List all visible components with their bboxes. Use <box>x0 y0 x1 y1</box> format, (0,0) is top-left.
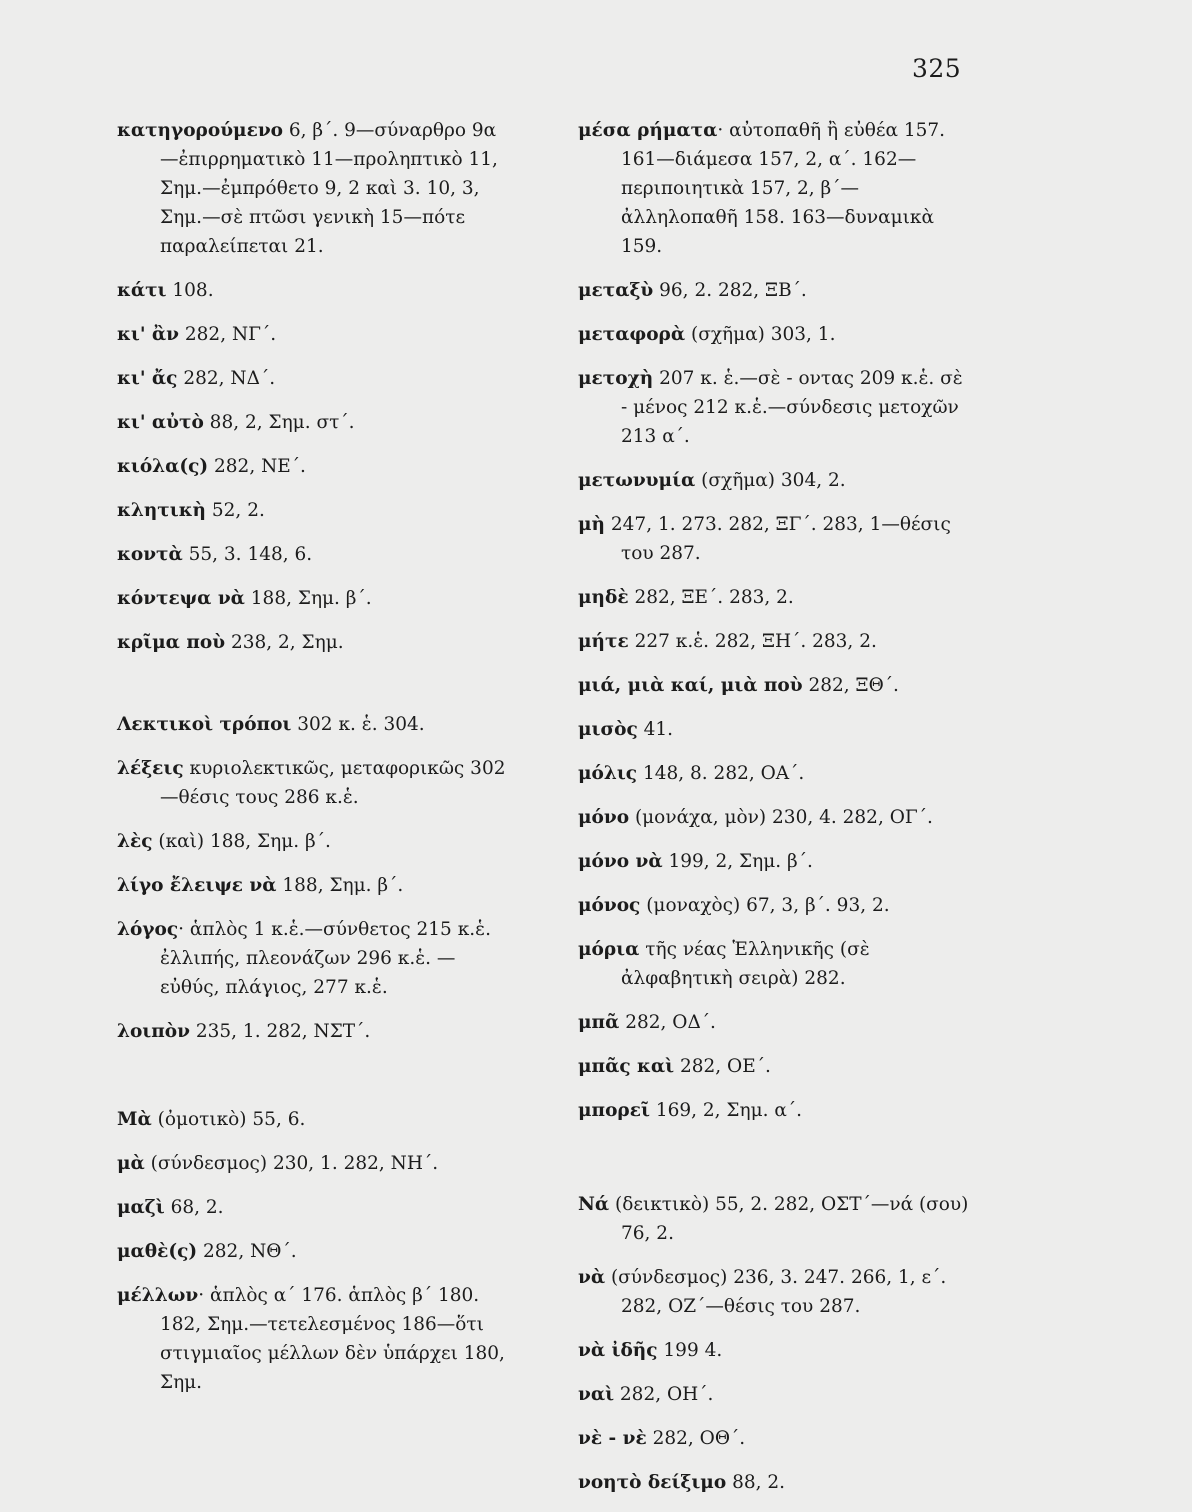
entry-headword: κι' ἂν <box>117 324 179 345</box>
index-entry <box>117 1017 513 1046</box>
index-entry <box>578 1052 974 1081</box>
entry-references: κυριολεκτικῶς, μεταφορικῶς 302—θέσις τους 286 κ.ἑ. <box>160 758 506 808</box>
entry-references: 188, Σημ. β΄. <box>244 588 372 609</box>
index-entry <box>117 1281 513 1397</box>
entry-headword: νὰ ἰδῆς <box>578 1340 658 1361</box>
index-entry <box>578 671 974 700</box>
entry-references: (καὶ) 188, Σημ. β΄. <box>152 831 331 852</box>
entry-references: (σύνδεσμος) 236, 3. 247. 266, 1, ε΄. 282, ΟΖ΄—θέσις του 287. <box>605 1267 947 1317</box>
index-entry <box>578 1263 974 1321</box>
entry-headword: μήτε <box>578 631 629 652</box>
page-number: 325 <box>912 54 962 83</box>
section-gap <box>117 1061 513 1105</box>
index-entry <box>578 1008 974 1037</box>
index-entry <box>578 1380 974 1409</box>
entry-headword: μπᾶ <box>578 1012 620 1033</box>
entry-headword: λόγος <box>117 919 179 940</box>
index-entry <box>578 276 974 305</box>
index-entry <box>117 408 513 437</box>
entry-references: 282, ΟΘ΄. <box>646 1428 746 1449</box>
entry-headword: μόνο νὰ <box>578 851 663 872</box>
entry-references: (σύνδεσμος) 230, 1. 282, ΝΗ΄. <box>144 1153 439 1174</box>
index-entry <box>578 891 974 920</box>
index-entry <box>578 320 974 349</box>
index-entry <box>117 584 513 613</box>
entry-references: 282, ΞΘ΄. <box>802 675 899 696</box>
index-entry <box>578 1190 974 1248</box>
index-entry <box>117 276 513 305</box>
entry-references: · ἁπλὸς α΄ 176. ἁπλὸς β΄ 180. 182, Σημ.—τετελεσμένος 186—ὅτι στιγμιαῖος μέλλων δὲν ὑπάρχει 180, Σημ. <box>160 1285 505 1393</box>
index-entry <box>578 1424 974 1453</box>
entry-headword: λίγο ἔλειψε νὰ <box>117 875 277 896</box>
index-entry <box>578 715 974 744</box>
entry-headword: μαθὲ(ς) <box>117 1241 198 1262</box>
index-entry <box>578 364 974 451</box>
entry-headword: κρῖμα ποὺ <box>117 632 226 653</box>
entry-headword: κάτι <box>117 280 167 301</box>
entry-references: (μοναχὸς) 67, 3, β΄. 93, 2. <box>640 895 890 916</box>
index-column-left <box>117 116 513 1412</box>
index-entry <box>117 496 513 525</box>
entry-headword: μισὸς <box>578 719 638 740</box>
entry-references: 302 κ. ἑ. 304. <box>291 714 425 735</box>
index-entry <box>117 320 513 349</box>
entry-references: · αὐτοπαθῆ ἢ εὐθέα 157. 161—διάμεσα 157, 2, α΄. 162—περιποιητικὰ 157, 2, β΄—ἀλληλοπαθῆ 158. 163—δυναμικὰ 159. <box>621 120 946 257</box>
section-gap <box>117 672 513 710</box>
index-entry <box>578 759 974 788</box>
index-entry <box>578 466 974 495</box>
index-entry <box>117 1105 513 1134</box>
entry-headword: μὰ <box>117 1153 145 1174</box>
entry-headword: κι' αὐτὸ <box>117 412 204 433</box>
entry-headword: νὰ <box>578 1267 606 1288</box>
index-entry <box>117 364 513 393</box>
entry-headword: μέσα ρήματα <box>578 120 718 141</box>
index-entry <box>117 871 513 900</box>
entry-headword: Μὰ <box>117 1109 152 1130</box>
entry-headword: λέξεις <box>117 758 184 779</box>
entry-references: 6, β΄. 9—σύναρθρο 9α —ἐπιρρηματικὸ 11—προληπτικὸ 11, Σημ.—ἐμπρόθετο 9, 2 καὶ 3. 10, 3, Σημ.—σὲ πτῶσι γενικὴ 15—πότε παραλείπεται 21. <box>160 120 498 257</box>
entry-references: (σχῆμα) 303, 1. <box>685 324 836 345</box>
entry-references: 41. <box>637 719 674 740</box>
index-entry <box>117 754 513 812</box>
entry-headword: ναὶ <box>578 1384 615 1405</box>
entry-references: (μονάχα, μὸν) 230, 4. 282, ΟΓ΄. <box>629 807 933 828</box>
entry-headword: κι' ἄς <box>117 368 178 389</box>
entry-headword: μεταφορὰ <box>578 324 686 345</box>
entry-headword: νοητὸ δείξιμο <box>578 1472 727 1493</box>
entry-headword: λὲς <box>117 831 153 852</box>
entry-headword: μεταξὺ <box>578 280 654 301</box>
entry-references: 96, 2. 282, ΞΒ΄. <box>653 280 807 301</box>
index-entry <box>578 510 974 568</box>
entry-headword: μέλλων <box>117 1285 199 1306</box>
entry-references: 108. <box>166 280 214 301</box>
index-entry <box>117 628 513 657</box>
entry-references: 199 4. <box>657 1340 723 1361</box>
index-entry <box>578 1096 974 1125</box>
entry-references: (δεικτικὸ) 55, 2. 282, ΟΣΤ΄—νά (σου) 76, 2. <box>609 1194 969 1244</box>
entry-references: 238, 2, Σημ. <box>225 632 344 653</box>
entry-references: 235, 1. 282, ΝΣΤ΄. <box>189 1021 371 1042</box>
entry-references: 282, ΟΗ΄. <box>614 1384 714 1405</box>
index-entry <box>578 935 974 993</box>
entry-headword: κατηγορούμενο <box>117 120 283 141</box>
entry-headword: νὲ - νὲ <box>578 1428 647 1449</box>
entry-references: 282, ΝΘ΄. <box>197 1241 297 1262</box>
entry-references: 282, ΝΓ΄. <box>179 324 277 345</box>
index-column-right <box>578 116 974 1512</box>
entry-headword: μπᾶς καὶ <box>578 1056 675 1077</box>
entry-references: 199, 2, Σημ. β΄. <box>662 851 813 872</box>
index-entry <box>117 452 513 481</box>
entry-references: τῆς νέας Ἑλληνικῆς (σὲ ἀλφαβητικὴ σειρὰ) 282. <box>621 939 870 989</box>
entry-headword: κλητικὴ <box>117 500 207 521</box>
entry-references: 169, 2, Σημ. α΄. <box>649 1100 802 1121</box>
entry-headword: Λεκτικοὶ τρόποι <box>117 714 292 735</box>
index-entry <box>117 710 513 739</box>
index-entry <box>578 847 974 876</box>
index-entry <box>578 803 974 832</box>
index-entry <box>578 627 974 656</box>
index-entry <box>117 915 513 1002</box>
entry-headword: μετοχὴ <box>578 368 654 389</box>
entry-references: 207 κ. ἑ.—σὲ - οντας 209 κ.ἑ. σὲ - μένος 212 κ.ἑ.—σύνδεσις μετοχῶν 213 α΄. <box>621 368 963 447</box>
entry-headword: κιόλα(ς) <box>117 456 209 477</box>
entry-references: 55, 3. 148, 6. <box>182 544 313 565</box>
entry-references: 68, 2. <box>164 1197 224 1218</box>
entry-headword: μπορεῖ <box>578 1100 650 1121</box>
entry-headword: μόλις <box>578 763 638 784</box>
entry-references: 282, ΝΔ΄. <box>177 368 276 389</box>
index-entry <box>578 116 974 261</box>
index-entry <box>578 1336 974 1365</box>
index-entry <box>578 1468 974 1497</box>
section-gap <box>578 1140 974 1190</box>
index-entry <box>117 116 513 261</box>
entry-references: 188, Σημ. β΄. <box>276 875 404 896</box>
entry-headword: μὴ <box>578 514 605 535</box>
entry-references: (σχῆμα) 304, 2. <box>695 470 846 491</box>
entry-headword: μόρια <box>578 939 640 960</box>
index-entry <box>578 583 974 612</box>
entry-headword: λοιπὸν <box>117 1021 190 1042</box>
entry-headword: μηδὲ <box>578 587 629 608</box>
entry-references: 227 κ.ἑ. 282, ΞΗ΄. 283, 2. <box>628 631 877 652</box>
index-entry <box>117 1149 513 1178</box>
entry-references: (ὀμοτικὸ) 55, 6. <box>151 1109 306 1130</box>
entry-headword: μιά, μιὰ καί, μιὰ ποὺ <box>578 675 803 696</box>
entry-references: 282, ΟΕ΄. <box>674 1056 771 1077</box>
index-entry <box>117 540 513 569</box>
entry-references: 148, 8. 282, ΟΑ΄. <box>637 763 805 784</box>
entry-headword: μόνος <box>578 895 641 916</box>
entry-references: · ἁπλὸς 1 κ.ἑ.—σύνθετος 215 κ.ἑ. ἐλλιπής, πλεονάζων 296 κ.ἑ. —εὐθύς, πλάγιος, 277 κ.ἑ. <box>160 919 491 998</box>
entry-references: 88, 2, Σημ. στ΄. <box>203 412 355 433</box>
entry-headword: μόνο <box>578 807 630 828</box>
entry-references: 282, ΞΕ΄. 283, 2. <box>628 587 794 608</box>
entry-references: 88, 2. <box>726 1472 786 1493</box>
entry-headword: κόντεψα νὰ <box>117 588 245 609</box>
entry-references: 282, ΝΕ΄. <box>208 456 306 477</box>
index-entry <box>117 1193 513 1222</box>
entry-references: 52, 2. <box>206 500 265 521</box>
index-entry <box>117 827 513 856</box>
index-entry <box>117 1237 513 1266</box>
entry-headword: μετωνυμία <box>578 470 696 491</box>
entry-references: 282, ΟΔ΄. <box>619 1012 716 1033</box>
entry-references: 247, 1. 273. 282, ΞΓ΄. 283, 1—θέσις του 287. <box>605 514 951 564</box>
entry-headword: μαζὶ <box>117 1197 165 1218</box>
entry-headword: Νά <box>578 1194 610 1215</box>
entry-headword: κοντὰ <box>117 544 183 565</box>
